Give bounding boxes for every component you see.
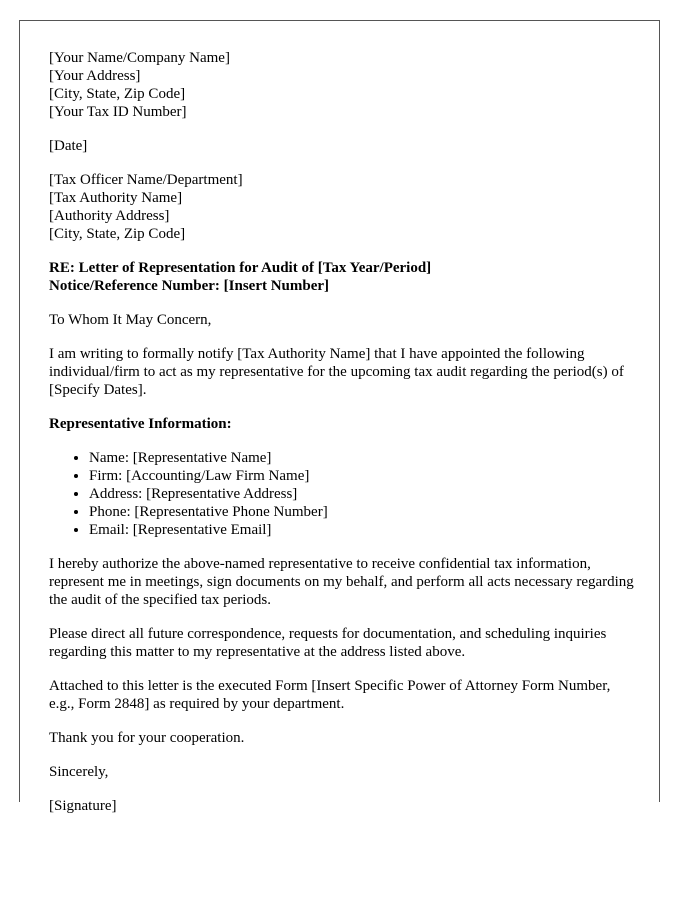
signature-placeholder: [Signature] xyxy=(49,798,117,814)
representative-firm-item: • Firm: [Accounting/Law Firm Name] xyxy=(89,467,639,485)
representative-address-item: • Address: [Representative Address] xyxy=(89,485,639,503)
subject-re-line: RE: Letter of Representation for Audit of [Tax Year/Period] xyxy=(49,260,432,276)
representative-email-item: • Email: [Representative Email] xyxy=(89,521,639,539)
recipient-city-state-zip: [City, State, Zip Code] xyxy=(49,226,186,242)
recipient-officer: [Tax Officer Name/Department] xyxy=(49,172,243,188)
representative-heading: Representative Information: xyxy=(49,416,232,432)
letter-content xyxy=(49,49,639,831)
sender-tax-id: [Your Tax ID Number] xyxy=(49,104,187,120)
thanks-line: Thank you for your cooperation. xyxy=(49,730,245,746)
sender-address: [Your Address] xyxy=(49,68,141,84)
recipient-address: [Authority Address] xyxy=(49,208,170,224)
letter-date: [Date] xyxy=(49,138,88,154)
representative-name-item: • Name: [Representative Name] xyxy=(89,449,639,467)
salutation: To Whom It May Concern, xyxy=(49,312,212,328)
subject-reference-line: Notice/Reference Number: [Insert Number] xyxy=(49,278,330,294)
sender-city-state-zip: [City, State, Zip Code] xyxy=(49,86,186,102)
representative-phone-item: • Phone: [Representative Phone Number] xyxy=(89,503,639,521)
attachment-paragraph: Attached to this letter is the executed Form [Insert Specific Power of Attorney Form Number, e.g., Form 2848] as required by your department. xyxy=(49,678,611,712)
recipient-authority: [Tax Authority Name] xyxy=(49,190,183,206)
correspondence-paragraph: Please direct all future correspondence, requests for documentation, and scheduling inquiries regarding this matter to my representative at the address listed above. xyxy=(49,626,607,660)
sender-block xyxy=(49,49,639,121)
subject-block xyxy=(49,259,639,295)
recipient-block xyxy=(49,171,639,243)
representative-list xyxy=(49,449,639,539)
intro-paragraph: I am writing to formally notify [Tax Authority Name] that I have appointed the following individual/firm to act as my representative for the upcoming tax audit regarding the period(s) of [Specify Dates]. xyxy=(49,346,624,398)
letter-page xyxy=(19,20,660,814)
authorization-paragraph: I hereby authorize the above-named representative to receive confidential tax information, represent me in meetings, sign documents on my behalf, and perform all acts necessary regarding the audit of the specified tax periods. xyxy=(49,556,634,608)
sender-name: [Your Name/Company Name] xyxy=(49,50,230,66)
closing-line: Sincerely, xyxy=(49,764,109,780)
